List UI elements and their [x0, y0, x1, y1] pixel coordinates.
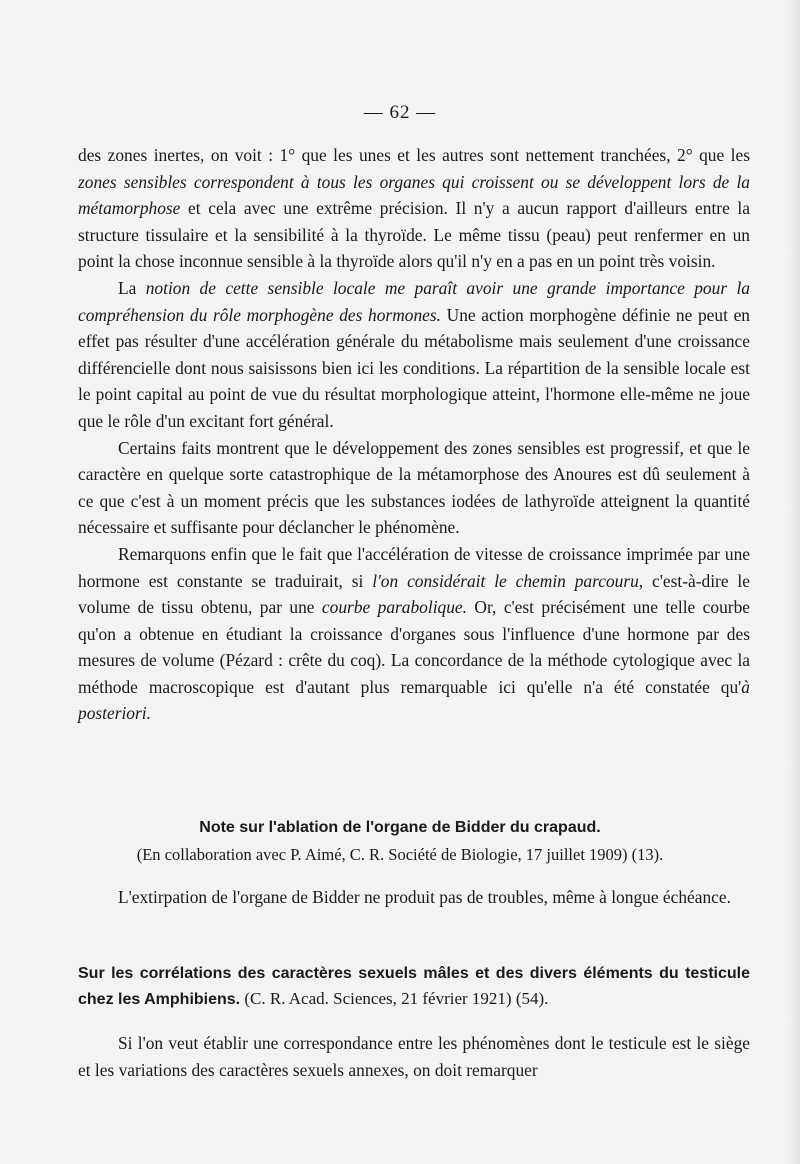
page-number: — 62 — [363, 102, 437, 123]
note-paragraph: L'extirpation de l'organe de Bidder ne produit pas de troubles, même à longue échéance. [118, 887, 731, 907]
page-edge-shadow [786, 0, 800, 1164]
note-reference: (En collaboration avec P. Aimé, C. R. Société de Biologie, 17 juillet 1909) (13). [136, 845, 664, 864]
paragraph-2 [78, 275, 750, 435]
section-body [78, 1030, 750, 1083]
paragraph-3: Certains faits montrent que le développement des zones sensibles est progressif, et que le caractère en quelque sorte catastrophique de la métamorphose des Anoures est dû seulement à ce que c'est à un moment précis que les substances iodées de lathyroïde atteignent la quantité nécessaire et suffisante pour déclancher le phénomène. [78, 437, 750, 538]
paragraph-1-text-a: des zones inertes, on voit : 1° que les unes et les autres sont nettement tranchées, 2° que les [78, 145, 750, 165]
note-title: Note sur l'ablation de l'organe de Bidder du crapaud. [199, 819, 601, 836]
paragraph-4-text-a: Remarquons enfin que le fait que l'accélération de vitesse de croissance imprimée par une hormone est constante se traduirait, si [78, 543, 750, 591]
paragraph-2-text-b: Une action morphogène définie ne peut en effet pas résulter d'une accélération générale du métabolisme mais seulement d'une croissance différencielle dont nous saisissons bien ici les conditions. La répartition de la sensible locale est le point capital au point de vue du résultat morphologique atteint, l'hormone elle-même ne joue que le rôle d'un excitant fort général. [78, 304, 750, 431]
paragraph-2-italic: notion de cette sensible locale me paraît avoir une grande importance pour la compréhension du rôle morphogène des hormones. [78, 277, 750, 325]
note-body [78, 884, 750, 911]
paragraph-4-text-b: c'est-à-dire le volume de tissu obtenu, par une [78, 570, 750, 618]
section-heading-line [78, 960, 750, 1012]
paragraph-1 [78, 142, 750, 275]
paragraph-4-italic-2: courbe parabolique. [321, 597, 467, 618]
paragraph-1-text-b: et cela avec une extrême précision. Il n'y a aucun rapport d'ailleurs entre la structure tissulaire et la sensibilité à la thyroïde. Le même tissu (peau) peut renfermer en un point la chose inconnue sensible à la thyroïde alors qu'il n'y en a pas en un point très voisin. [78, 198, 750, 272]
paragraph-4-italic-1: l'on considérait le chemin parcouru, [372, 570, 644, 591]
section-title: Sur les corrélations des caractères sexuels mâles et des divers éléments du testicule chez les Amphibiens. [78, 965, 750, 1008]
section-reference: (C. R. Acad. Sciences, 21 février 1921) (54). [240, 989, 549, 1008]
paragraph-4-text-c: Or, c'est précisément une telle courbe qu'on a obtenue en étudiant la croissance d'organes sous l'influence d'une hormone par des mesures de volume (Pézard : crête du coq). La concordance de la méthode cytologique avec la méthode macroscopique est d'autant plus remarquable ici qu'elle n'a été constatée qu' [78, 597, 750, 697]
section-heading [78, 960, 750, 1012]
paragraph-2-text-a: La [118, 277, 146, 298]
paragraph-4 [78, 541, 750, 727]
paragraph-1-italic: zones sensibles correspondent à tous les organes qui croissent ou se développent lors de la métamorphose [78, 171, 750, 219]
main-text [78, 142, 750, 727]
paragraph-4-italic-3: à posteriori. [78, 676, 750, 724]
section-paragraph: Si l'on veut établir une correspondance entre les phénomènes dont le testicule est le siège et les variations des caractères sexuels annexes, on doit remarquer [78, 1033, 750, 1080]
